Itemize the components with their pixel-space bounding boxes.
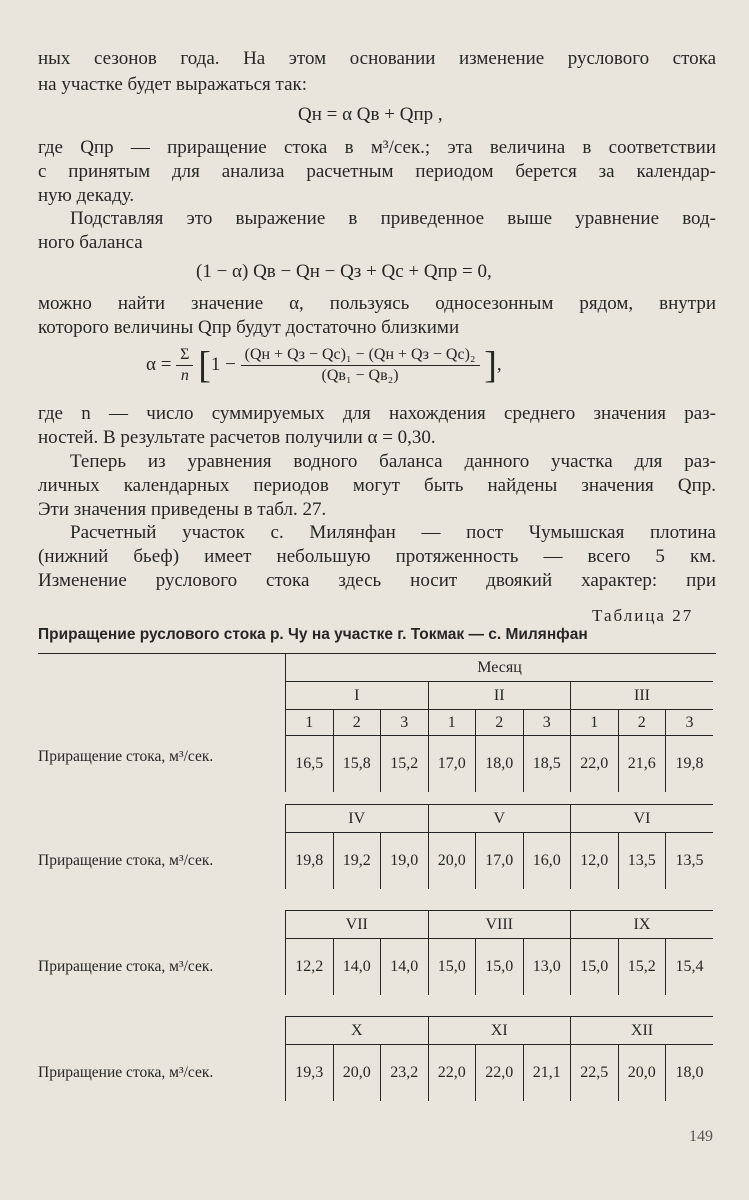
month-label: V — [428, 805, 571, 833]
text-line: ных сезонов года. На этом основании изменение руслового стока — [38, 48, 716, 69]
month-label: X — [286, 1017, 429, 1045]
table-cell: 18,0 — [476, 736, 524, 793]
text-line: Изменение руслового стока здесь носит двоякий характер: при — [38, 570, 716, 591]
table-block-3 — [285, 910, 713, 995]
formula-3-sigma: Σ — [176, 346, 193, 366]
formula-3-n: n — [180, 367, 189, 384]
text-line: где Qпр — приращение стока в м³/сек.; эта величина в соответствии — [38, 137, 716, 158]
decade-label: 2 — [476, 710, 524, 736]
table-cell: 19,8 — [666, 736, 714, 793]
text-line: ного баланса — [38, 232, 143, 253]
month-label: VIII — [428, 911, 571, 939]
table-cell: 14,0 — [381, 939, 429, 996]
table-cell: 19,8 — [286, 833, 334, 890]
table-cell: 20,0 — [333, 1045, 381, 1102]
text-line: которого величины Qпр будут достаточно близкими — [38, 317, 460, 338]
decade-label: 3 — [381, 710, 429, 736]
decade-label: 2 — [618, 710, 666, 736]
text-line: личных календарных периодов могут быть найдены значения Qпр. — [38, 475, 716, 496]
table-cell: 12,0 — [571, 833, 619, 890]
formula-3-numerator: (Qн + Qз − Qс)₁ − (Qн + Qз − Qс)₂ — [241, 346, 480, 366]
month-label: III — [571, 682, 714, 710]
table-block-1 — [285, 654, 713, 792]
text-line: Теперь из уравнения водного баланса данного участка для раз- — [70, 451, 716, 472]
table-cell: 20,0 — [618, 1045, 666, 1102]
formula-3: α = $\frac{\Sigma}{n}$ [1 − $\frac{\text{(Qн + Qз − Qс)₁ − (Qн + Qз − Qс)₂}}{\text{(Qв₁ − Qв₂)}}$ ], — [146, 344, 502, 387]
table-cell: 15,4 — [666, 939, 714, 996]
month-label: XI — [428, 1017, 571, 1045]
formula-3-sum-over-n — [176, 346, 193, 385]
table-cell: 22,0 — [428, 1045, 476, 1102]
decade-label: 1 — [428, 710, 476, 736]
text-line: Эти значения приведены в табл. 27. — [38, 499, 327, 520]
table-cell: 17,0 — [428, 736, 476, 793]
text-line: с принятым для анализа расчетным периодом берется за календар- — [38, 161, 716, 182]
formula-3-fraction — [241, 346, 480, 385]
table-cell: 15,2 — [381, 736, 429, 793]
month-label: II — [428, 682, 571, 710]
decade-label: 2 — [333, 710, 381, 736]
text-line: ную декаду. — [38, 185, 135, 206]
table-cell: 15,0 — [428, 939, 476, 996]
table-cell: 19,3 — [286, 1045, 334, 1102]
formula-3-denominator: (Qв₁ − Qв₂) — [321, 367, 399, 384]
decade-label: 3 — [523, 710, 571, 736]
formula-2: (1 − α) Qв − Qн − Qз + Qс + Qпр = 0, — [196, 261, 492, 282]
table-cell: 19,0 — [381, 833, 429, 890]
month-label: XII — [571, 1017, 714, 1045]
formula-3-lhs: α = — [146, 353, 172, 375]
table-title: Приращение руслового стока р. Чу на участке г. Токмак — с. Милянфан — [38, 626, 588, 643]
row-label: Приращение стока, м³/сек. — [38, 748, 214, 765]
table-cell: 15,0 — [476, 939, 524, 996]
text-line: ностей. В результате расчетов получили α = 0,30. — [38, 427, 436, 448]
table-cell: 18,5 — [523, 736, 571, 793]
table-cell: 13,0 — [523, 939, 571, 996]
table-cell: 16,5 — [286, 736, 334, 793]
table-cell: 18,0 — [666, 1045, 714, 1102]
table-cell: 21,1 — [523, 1045, 571, 1102]
table-caption: Таблица 27 — [592, 606, 694, 625]
text-line: (нижний бьеф) имеет небольшую протяженность — всего 5 км. — [38, 546, 716, 567]
decade-label: 1 — [571, 710, 619, 736]
month-label: IV — [286, 805, 429, 833]
row-label: Приращение стока, м³/сек. — [38, 958, 214, 975]
table-cell: 22,5 — [571, 1045, 619, 1102]
table-cell: 14,0 — [333, 939, 381, 996]
month-label: VI — [571, 805, 714, 833]
month-header: Месяц — [286, 654, 714, 682]
text-line: на участке будет выражаться так: — [38, 74, 308, 95]
text-line: где n — число суммируемых для нахождения среднего значения раз- — [38, 403, 716, 424]
month-label: I — [286, 682, 429, 710]
table-block-4 — [285, 1016, 713, 1101]
text-line: Расчетный участок с. Милянфан — пост Чумышская плотина — [70, 522, 716, 543]
table-cell: 15,8 — [333, 736, 381, 793]
table-cell: 12,2 — [286, 939, 334, 996]
table-cell: 15,0 — [571, 939, 619, 996]
table-cell: 20,0 — [428, 833, 476, 890]
formula-1: Qн = α Qв + Qпр , — [298, 104, 443, 125]
table-cell: 22,0 — [476, 1045, 524, 1102]
formula-3-tail: , — [496, 353, 502, 375]
month-label: VII — [286, 911, 429, 939]
table-cell: 19,2 — [333, 833, 381, 890]
formula-3-one: 1 − — [210, 353, 236, 375]
month-label: IX — [571, 911, 714, 939]
table-cell: 16,0 — [523, 833, 571, 890]
text-line: можно найти значение α, пользуясь односезонным рядом, внутри — [38, 293, 716, 314]
table-cell: 22,0 — [571, 736, 619, 793]
decade-label: 1 — [286, 710, 334, 736]
table-cell: 21,6 — [618, 736, 666, 793]
row-label: Приращение стока, м³/сек. — [38, 1064, 214, 1081]
text-line: Подставляя это выражение в приведенное выше уравнение вод- — [70, 208, 716, 229]
table-block-2 — [285, 804, 713, 889]
page-number: 149 — [689, 1128, 713, 1145]
table-cell: 15,2 — [618, 939, 666, 996]
row-label: Приращение стока, м³/сек. — [38, 852, 214, 869]
table-cell: 23,2 — [381, 1045, 429, 1102]
table-cell: 13,5 — [666, 833, 714, 890]
table-cell: 17,0 — [476, 833, 524, 890]
decade-label: 3 — [666, 710, 714, 736]
table-cell: 13,5 — [618, 833, 666, 890]
